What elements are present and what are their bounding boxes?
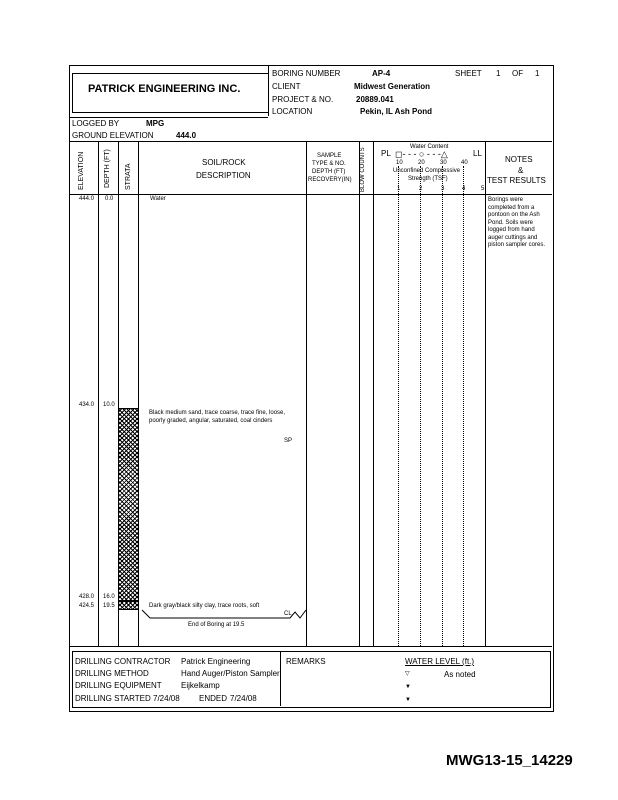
uc-tick-4: 4 xyxy=(462,186,466,192)
col-sample-2: TYPE & NO. xyxy=(312,161,346,167)
row4-elevation: 424.5 xyxy=(79,603,95,609)
wc-tick-1: 10 xyxy=(396,160,403,166)
logged-by: MPG xyxy=(146,119,165,128)
drilling-method-label: DRILLING METHOD xyxy=(75,669,149,678)
drilling-equipment-label: DRILLING EQUIPMENT xyxy=(75,681,162,690)
wc-legend: ◻- - - ○ - - -△ xyxy=(395,149,448,159)
row1-desc: Water xyxy=(150,196,166,202)
col-soil-desc-2: DESCRIPTION xyxy=(196,171,251,180)
wc-tick-3: 30 xyxy=(440,160,447,166)
boring-number: AP-4 xyxy=(372,69,391,78)
drilling-ended-label: ENDED xyxy=(199,694,228,703)
col-notes-1: NOTES xyxy=(505,155,533,164)
col-pl: PL xyxy=(381,149,391,158)
row3-depth: 16.0 xyxy=(103,594,115,600)
sheet-number: 1 xyxy=(496,69,501,78)
col-depth: DEPTH (FT) xyxy=(104,149,111,188)
company-name: PATRICK ENGINEERING INC. xyxy=(88,83,241,95)
row1-elevation: 444.0 xyxy=(79,196,95,202)
col-sample-4: RECOVERY(IN) xyxy=(308,177,352,183)
sheet-total: 1 xyxy=(535,69,540,78)
drilling-method: Hand Auger/Piston Sampler xyxy=(181,669,280,678)
boring-number-label: BORING NUMBER xyxy=(272,69,341,78)
col-blow-counts: BLOW COUNTS xyxy=(360,147,366,192)
uc-tick-2: 2 xyxy=(419,186,423,192)
wc-tick-4: 40 xyxy=(461,160,468,166)
drilling-contractor-label: DRILLING CONTRACTOR xyxy=(75,657,171,666)
col-notes-2: & xyxy=(518,166,524,175)
project-label: PROJECT & NO. xyxy=(272,95,334,104)
location-label: LOCATION xyxy=(272,107,313,116)
row4-desc: Dark gray/black silty clay, trace roots, soft xyxy=(149,603,260,609)
col-ll: LL xyxy=(473,149,482,158)
strata-sand-hatch xyxy=(118,408,139,602)
client-label: CLIENT xyxy=(272,82,301,91)
sheet-of: OF xyxy=(512,69,524,78)
col-water-content: Water Content xyxy=(410,144,449,150)
col-unconfined-1: Unconfined Compressive xyxy=(393,168,461,174)
end-of-boring: End of Boring at 19.5 xyxy=(188,622,245,628)
sheet-label: SHEET xyxy=(455,69,482,78)
wc-tick-2: 20 xyxy=(418,160,425,166)
ground-elevation: 444.0 xyxy=(176,131,197,140)
row1-depth: 0.0 xyxy=(105,196,114,202)
row2-depth: 10.0 xyxy=(103,402,115,408)
row4-depth: 19.5 xyxy=(103,603,115,609)
drilling-started-label: DRILLING STARTED xyxy=(75,694,151,703)
col-strata: STRATA xyxy=(125,163,132,190)
drilling-equipment: Eijkelkamp xyxy=(181,681,220,690)
uc-tick-1: 1 xyxy=(397,186,401,192)
water-level-icon-3: ▼ xyxy=(405,697,411,703)
row3-elevation: 428.0 xyxy=(79,594,95,600)
ground-elevation-label: GROUND ELEVATION xyxy=(72,131,154,140)
uc-tick-5: 5 xyxy=(481,186,485,192)
col-sample-3: DEPTH (FT) xyxy=(312,169,346,175)
drilling-contractor: Patrick Engineering xyxy=(181,657,251,666)
client: Midwest Generation xyxy=(354,82,431,91)
location: Pekin, IL Ash Pond xyxy=(360,107,433,116)
water-level-icon-1: ▽ xyxy=(405,671,410,677)
end-of-boring-bracket xyxy=(140,608,310,622)
drilling-started: 7/24/08 xyxy=(153,694,180,703)
uc-tick-3: 3 xyxy=(441,186,445,192)
row2-desc: Black medium sand, trace coarse, trace fine, loose, poorly graded, angular, saturated, coal cinders xyxy=(149,410,286,424)
strata-clay-hatch xyxy=(118,601,139,610)
col-notes-3: TEST RESULTS xyxy=(487,176,546,185)
water-level-label: WATER LEVEL (ft.) xyxy=(405,657,475,666)
logged-by-label: LOGGED BY xyxy=(72,119,120,128)
document-id: MWG13-15_14229 xyxy=(446,752,573,769)
notes-text: Borings were completed from a pontoon on the Ash Pond. Soils were logged from hand auger cuttings and piston sampler cores. xyxy=(488,197,546,248)
water-level-icon-2: ▼ xyxy=(405,684,411,690)
drilling-ended: 7/24/08 xyxy=(230,694,257,703)
row2-elevation: 434.0 xyxy=(79,402,95,408)
project-number: 20889.041 xyxy=(356,95,394,104)
col-soil-desc-1: SOIL/ROCK xyxy=(202,158,246,167)
remarks-label: REMARKS xyxy=(286,657,326,666)
row4-code: CL xyxy=(284,611,292,617)
col-unconfined-2: Strength (TSF) xyxy=(408,176,448,182)
row2-code: SP xyxy=(284,438,293,444)
water-level-value: As noted xyxy=(444,670,476,679)
col-elevation: ELEVATION xyxy=(78,151,85,190)
col-sample-1: SAMPLE xyxy=(317,153,342,159)
